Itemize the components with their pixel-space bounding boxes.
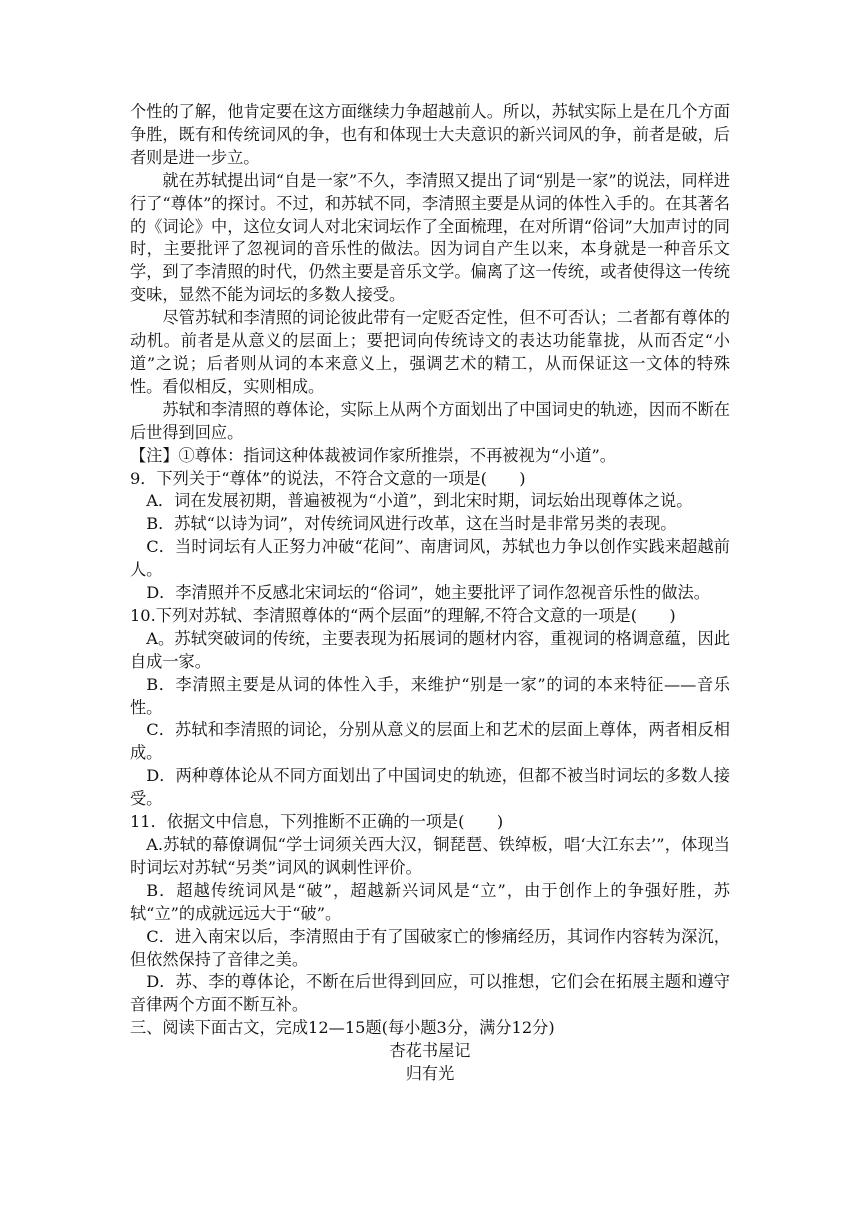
option-a: A。苏轼突破词的传统，主要表现为拓展词的题材内容，重视词的格调意蕴，因此自成一家。 (130, 628, 730, 671)
essay-author: 归有光 (405, 1064, 455, 1084)
passage-paragraph: 尽管苏轼和李清照的词论彼此带有一定贬否定性，但不可否认；二者都有尊体的动机。前者是从意义的层面上；要把词向传统诗文的表达功能靠拢，从而否定“小道”之说；后者则从词的本来意义上，强调艺术的精工，从而保证这一文体的特殊性。看似相反，实则相成。 (130, 308, 730, 396)
option-b: B．苏轼“以诗为词”，对传统词风进行改革，这在当时是非常另类的表现。 (146, 514, 677, 534)
option-a: A.苏轼的幕僚调侃“学士词须关西大汉，铜琵琶、铁绰板，唱‘大江东去’”，体现当时词坛对苏轼“另类”词风的讽刺性评价。 (130, 835, 730, 877)
question-stem: 9．下列关于“尊体”的说法，不符合文意的一项是( ) (130, 468, 526, 488)
question-10 (130, 605, 730, 811)
option-d: D．李清照并不反感北宋词坛的“俗词”，她主要批评了词作忽视音乐性的做法。 (146, 583, 710, 603)
document-body (130, 101, 730, 1086)
option-b: B．李清照主要是从词的体性入手，来维护“别是一家”的词的本来特征——音乐性。 (130, 674, 730, 717)
essay-title: 杏花书屋记 (389, 1041, 471, 1061)
footnote: 【注】①尊体：指词这种体裁被词作家所推崇，不再被视为“小道”。 (130, 445, 616, 465)
passage-paragraph: 就在苏轼提出词“自是一家”不久，李清照又提出了词“别是一家”的说法，同样进行了“尊体”的探讨。不过，和苏轼不同，李清照主要是从词的体性入手的。在其著名的《词论》中，这位女词人对北宋词坛作了全面梳理，在对所谓“俗词”大加声讨的同时，主要批评了忽视词的音乐性的做法。因为词自产生以来，本身就是一种音乐文学，到了李清照的时代，仍然主要是音乐文学。偏离了这一传统，或者使得这一传统变味，显然不能为词坛的多数人接受。 (130, 170, 730, 305)
question-11 (130, 811, 730, 1017)
option-c: C．苏轼和李清照的词论，分别从意义的层面上和艺术的层面上尊体，两者相反相成。 (130, 720, 730, 763)
question-stem: 10.下列对苏轼、李清照尊体的“两个层面”的理解,不符合文意的一项是( ) (130, 605, 676, 625)
option-c: C．进入南宋以后，李清照由于有了国破家亡的惨痛经历，其词作内容转为深沉，但依然保持了音律之美。 (130, 926, 730, 969)
option-b: B．超越传统词风是“破”，超越新兴词风是“立”，由于创作上的争强好胜，苏轼“立”的成就远远大于“破”。 (130, 880, 730, 923)
option-d: D．两种尊体论从不同方面划出了中国词史的轨迹，但都不被当时词坛的多数人接受。 (130, 766, 730, 809)
question-9 (130, 468, 730, 605)
option-a: A．词在发展初期，普遍被视为“小道”，到北宋时期，词坛始出现尊体之说。 (146, 491, 693, 511)
option-d: D．苏、李的尊体论，不断在后世得到回应，可以推想，它们会在拓展主题和遵守音律两个方面不断互补。 (130, 972, 730, 1015)
passage-paragraph: 个性的了解，他肯定要在这方面继续力争超越前人。所以，苏轼实际上是在几个方面争胜，既有和传统词风的争，也有和体现士大夫意识的新兴词风的争，前者是破，后者则是进一步立。 (130, 102, 730, 167)
section-heading: 三、阅读下面古文，完成12—15题(每小题3分，满分12分) (130, 1018, 555, 1038)
question-stem: 11．依据文中信息，下列推断不正确的一项是( ) (130, 812, 504, 832)
passage-paragraph: 苏轼和李清照的尊体论，实际上从两个方面划出了中国词史的轨迹，因而不断在后世得到回应。 (130, 399, 730, 442)
option-c: C．当时词坛有人正努力冲破“花间”、南唐词风，苏轼也力争以创作实践来超越前人。 (130, 537, 730, 580)
